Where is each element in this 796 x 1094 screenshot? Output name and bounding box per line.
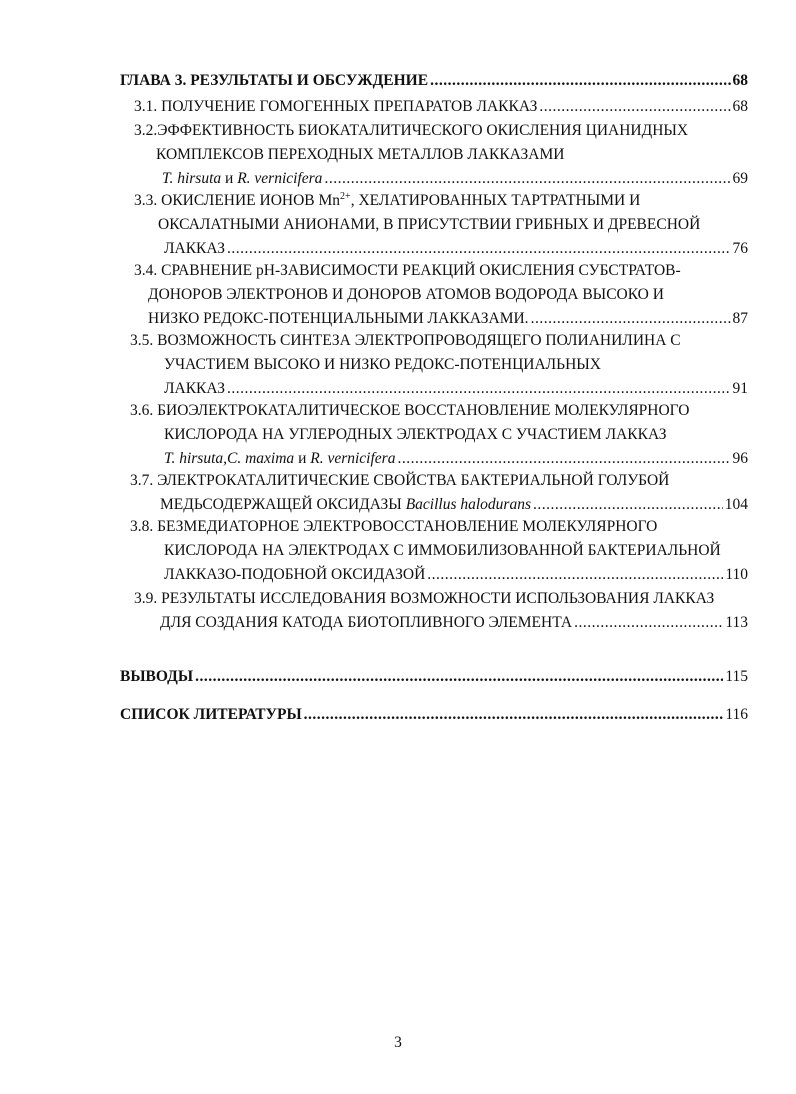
toc-chapter-3 <box>120 70 748 92</box>
species-name: T. hirsuta,C. maxima <box>164 450 295 467</box>
dot-leader <box>427 564 723 586</box>
dot-leader <box>195 666 723 688</box>
toc-chapter-title: ВЫВОДЫ <box>120 668 194 685</box>
toc-section-title-continued: МЕДЬСОДЕРЖАЩЕЙ ОКСИДАЗЫ <box>160 496 402 513</box>
species-name: R. vernicifera <box>310 450 396 467</box>
toc-page-number: 91 <box>732 380 748 397</box>
dot-leader <box>227 238 731 260</box>
toc-section-title: 3.5. ВОЗМОЖНОСТЬ СИНТЕЗА ЭЛЕКТРОПРОВОДЯЩЕГО ПОЛИАНИЛИНА С <box>130 332 681 349</box>
toc-page-number: 76 <box>732 240 748 257</box>
toc-chapter-title: ГЛАВА 3. РЕЗУЛЬТАТЫ И ОБСУЖДЕНИЕ <box>120 72 429 89</box>
toc-section-title: 3.8. БЕЗМЕДИАТОРНОЕ ЭЛЕКТРОВОССТАНОВЛЕНИЕ МОЛЕКУЛЯРНОГО <box>130 518 658 535</box>
dot-leader <box>227 378 731 400</box>
dot-leader <box>304 704 724 726</box>
toc-section-title-continued: КИСЛОРОДА НА УГЛЕРОДНЫХ ЭЛЕКТРОДАХ С УЧАСТИЕМ ЛАККАЗ <box>164 426 667 443</box>
toc-section-title: 3.2.ЭФФЕКТИВНОСТЬ БИОКАТАЛИТИЧЕСКОГО ОКИСЛЕНИЯ ЦИАНИДНЫХ <box>134 122 689 139</box>
toc-page-number: 116 <box>725 706 748 723</box>
toc-section-3-1 <box>134 96 748 118</box>
dot-leader <box>531 308 731 330</box>
toc-section-title-continued: ЛАККАЗ <box>164 380 225 397</box>
toc-section-3-4 <box>134 260 748 330</box>
toc-section-title: 3.9. РЕЗУЛЬТАТЫ ИССЛЕДОВАНИЯ ВОЗМОЖНОСТИ ИСПОЛЬЗОВАНИЯ ЛАККАЗ <box>134 590 715 607</box>
toc-references <box>120 704 748 726</box>
toc-chapter-title: СПИСОК ЛИТЕРАТУРЫ <box>120 706 302 723</box>
dot-leader <box>533 494 723 516</box>
toc-page-number: 68 <box>732 72 748 89</box>
toc-section-title-continued: ОКСАЛАТНЫМИ АНИОНАМИ, В ПРИСУТСТВИИ ГРИБНЫХ И ДРЕВЕСНОЙ <box>158 216 701 233</box>
toc-section-title-continued: ДОНОРОВ ЭЛЕКТРОНОВ И ДОНОРОВ АТОМОВ ВОДОРОДА ВЫСОКО И <box>148 286 664 303</box>
toc-page-number: 110 <box>725 566 748 583</box>
toc-section-3-2 <box>134 120 748 190</box>
toc-section-3-6 <box>130 400 748 470</box>
toc-section-title-continued: НИЗКО РЕДОКС-ПОТЕНЦИАЛЬНЫМИ ЛАККАЗАМИ. <box>148 310 529 327</box>
toc-section-title: 3.6. БИОЭЛЕКТРОКАТАЛИТИЧЕСКОЕ ВОССТАНОВЛЕНИЕ МОЛЕКУЛЯРНОГО <box>130 402 690 419</box>
toc-page-number: 113 <box>725 614 748 631</box>
dot-leader <box>539 96 730 118</box>
dot-leader <box>574 612 723 634</box>
toc-page-number: 104 <box>724 496 748 513</box>
toc-section-title-continued: ДЛЯ СОЗДАНИЯ КАТОДА БИОТОПЛИВНОГО ЭЛЕМЕНТА <box>160 614 573 631</box>
conjunction: и <box>298 450 307 467</box>
toc-section-3-8 <box>130 516 748 586</box>
toc-section-title: 3.7. ЭЛЕКТРОКАТАЛИТИЧЕСКИЕ СВОЙСТВА БАКТЕРИАЛЬНОЙ ГОЛУБОЙ <box>130 472 670 489</box>
toc-section-3-9 <box>134 588 748 634</box>
species-name: R. vernicifera <box>237 170 323 187</box>
toc-section-title-continued: УЧАСТИЕМ ВЫСОКО И НИЗКО РЕДОКС-ПОТЕНЦИАЛЬНЫХ <box>164 356 601 373</box>
species-name: T. hirsuta <box>162 170 222 187</box>
toc-conclusions <box>120 666 748 688</box>
species-name: Bacillus halodurans <box>405 496 531 513</box>
toc-page-number: 69 <box>732 170 748 187</box>
toc-section-3-5 <box>130 330 748 400</box>
toc-section-title-continued: КОМПЛЕКСОВ ПЕРЕХОДНЫХ МЕТАЛЛОВ ЛАККАЗАМИ <box>156 146 565 163</box>
toc-section-title-continued: КИСЛОРОДА НА ЭЛЕКТРОДАХ С ИММОБИЛИЗОВАННОЙ БАКТЕРИАЛЬНОЙ <box>164 542 721 559</box>
toc-section-title: 3.3. ОКИСЛЕНИЕ ИОНОВ $Mn^{2+}$, ХЕЛАТИРОВАННЫХ ТАРТРАТНЫМИ И <box>134 190 641 209</box>
toc-page-number: 115 <box>725 668 748 685</box>
toc-page-number: 68 <box>732 98 748 115</box>
toc-section-title: 3.4. СРАВНЕНИЕ pH-ЗАВИСИМОСТИ РЕАКЦИЙ ОКИСЛЕНИЯ СУБСТРАТОВ- <box>134 262 681 279</box>
dot-leader <box>324 168 730 190</box>
toc-page-number: 96 <box>732 450 748 467</box>
toc-section-3-7 <box>130 470 748 516</box>
toc-section-3-3 <box>134 190 748 260</box>
page-number: 3 <box>394 1034 402 1051</box>
conjunction: и <box>225 170 234 187</box>
dot-leader <box>397 448 730 470</box>
toc-section-title-continued: ЛАККАЗ <box>164 240 225 257</box>
toc-page-number: 87 <box>732 310 748 327</box>
toc-section-title: 3.1. ПОЛУЧЕНИЕ ГОМОГЕННЫХ ПРЕПАРАТОВ ЛАККАЗ <box>134 98 538 115</box>
toc-section-title-continued: ЛАККАЗО-ПОДОБНОЙ ОКСИДАЗОЙ <box>164 566 426 583</box>
dot-leader <box>430 70 730 92</box>
